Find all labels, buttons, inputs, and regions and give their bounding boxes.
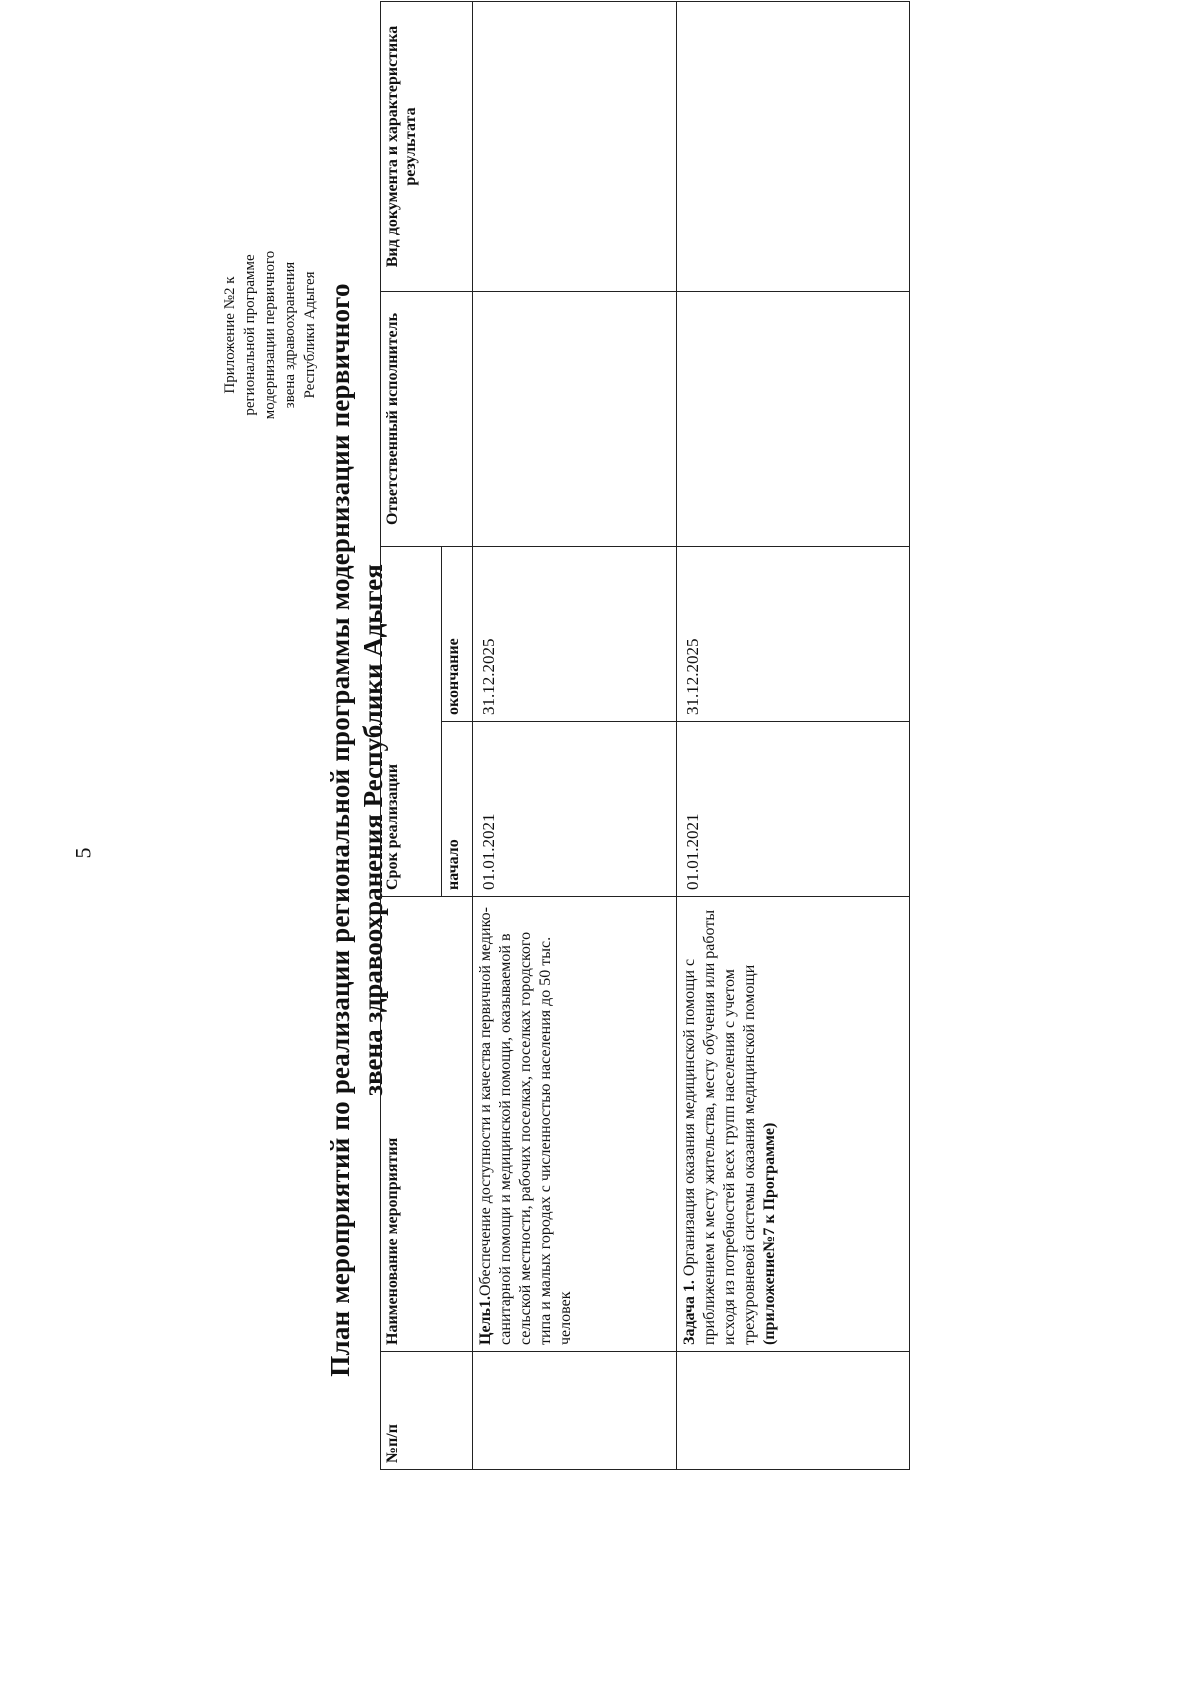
appendix-line: Республики Адыгея: [302, 271, 318, 399]
title-line-1: План мероприятий по реализации региональной программы модернизации первичного: [325, 283, 355, 1377]
cell-end: 31.12.2025: [473, 547, 677, 722]
appendix-line: региональной программе: [242, 254, 258, 416]
task-suffix: (приложение№7 к Программе): [760, 1122, 778, 1345]
table-row: [676, 2, 909, 1470]
cell-start: 01.01.2021: [473, 722, 677, 897]
header-doc: Вид документа и характеристика результата: [381, 2, 473, 292]
appendix-line: звена здравоохранения: [282, 261, 298, 409]
appendix-line: модернизации первичного: [262, 250, 278, 420]
goal-text: Обеспечение доступности и качества первичной медико-санитарной помощи и медицинской помощи, оказываемой в сельской местности, рабочих поселках, поселках городского типа и малых городах с численностью населения до 50 тыс. человек: [477, 907, 575, 1345]
cell-num: [676, 1352, 909, 1470]
header-period: Срок реализации: [381, 547, 442, 897]
table-row: [473, 2, 677, 1470]
appendix-note: [220, 220, 320, 450]
plan-table-wrapper: [380, 25, 910, 1470]
cell-doc: [676, 2, 909, 292]
header-end: окончание: [441, 547, 472, 722]
cell-end: 31.12.2025: [676, 547, 909, 722]
plan-table: [380, 1, 910, 1470]
cell-doc: [473, 2, 677, 292]
cell-num: [473, 1352, 677, 1470]
title-line-2: звена здравоохранения Республики Адыгея: [358, 564, 388, 1096]
header-start: начало: [441, 722, 472, 897]
cell-name: [676, 897, 909, 1352]
goal-label: Цель1.: [477, 1296, 495, 1345]
header-responsible: Ответственный исполнитель: [381, 292, 473, 547]
cell-responsible: [473, 292, 677, 547]
page-number: 5: [70, 847, 96, 859]
landscape-content: [150, 25, 1030, 1510]
header-num: №п/п: [381, 1352, 473, 1470]
task-text: Организация оказания медицинской помощи с приближением к месту жительства, месту обучения или работы исходя из потребностей всех групп населения с учетом трехуровневой системы оказания медицинской помощи: [680, 909, 758, 1345]
header-row: [381, 2, 442, 1470]
cell-start: 01.01.2021: [676, 722, 909, 897]
cell-responsible: [676, 292, 909, 547]
header-name: Наименование мероприятия: [381, 897, 473, 1352]
cell-name: [473, 897, 677, 1352]
appendix-line: Приложение №2 к: [222, 276, 238, 394]
task-label: Задача 1.: [680, 1280, 698, 1345]
